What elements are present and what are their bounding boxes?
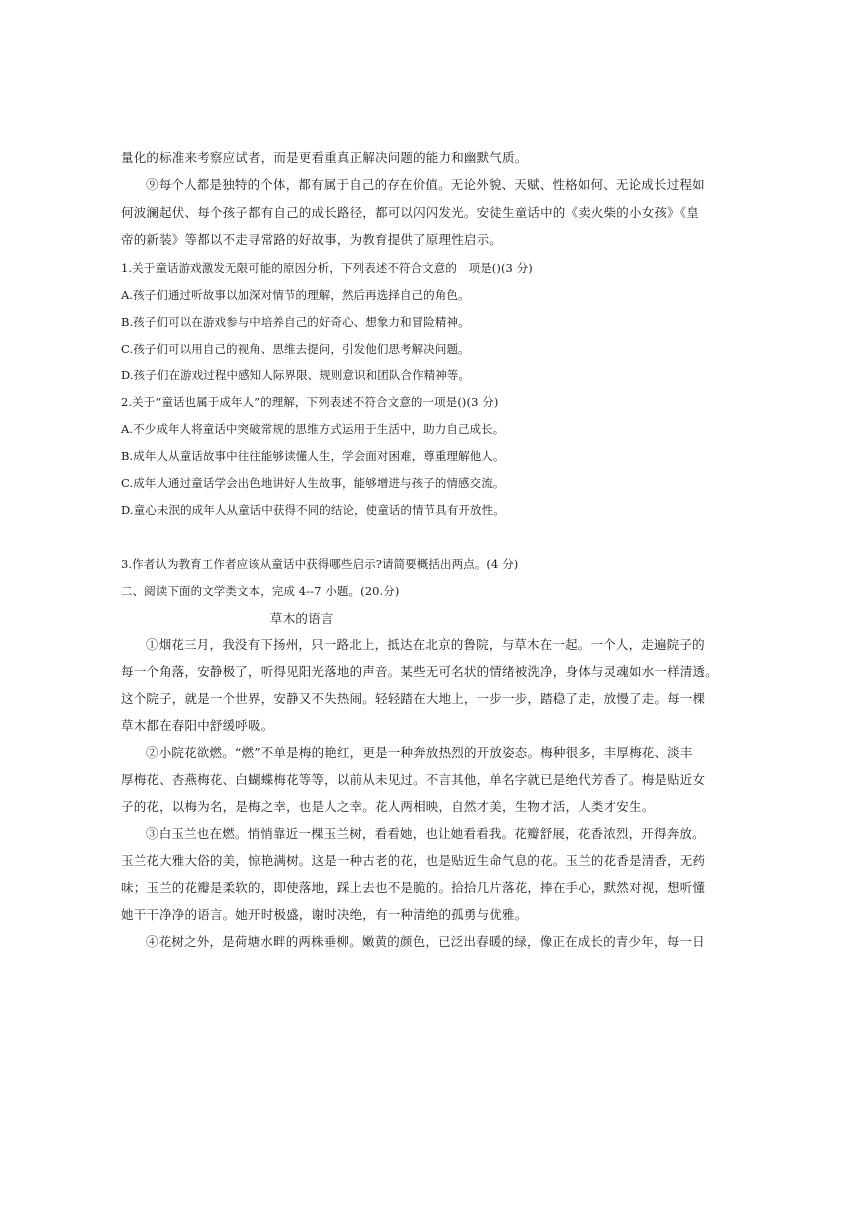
paragraph-line: 每一个角落，安静极了，听得见阳光落地的声音。某些无可名状的情绪被洗净，身体与灵魂如水一样清透。 <box>121 664 718 679</box>
paragraph-line: ④花树之外，是荷塘水畔的两株垂柳。嫩黄的颜色，已泛出春暖的绿，像正在成长的青少年，每一日 <box>146 934 705 949</box>
section-heading: 二、阅读下面的文学类文本，完成 4--7 小题。(20.分) <box>121 584 400 598</box>
paragraph-line: ⑨每个人都是独特的个体，都有属于自己的存在价值。无论外貌、天赋、性格如何、无论成长过程如 <box>146 177 705 192</box>
question-1-option-a: A.孩子们通过听故事以加深对情节的理解，然后再选择自己的角色。 <box>121 288 470 302</box>
paragraph-line: 帝的新装》等都以不走寻常路的好故事，为教育提供了原理性启示。 <box>121 232 503 247</box>
paragraph-line: 草木都在春阳中舒缓呼吸。 <box>121 718 274 733</box>
paragraph-line: ②小院花欲燃。“燃”不单是梅的艳红，更是一种奔放热烈的开放姿态。梅种很多，丰厚梅花、淡丰 <box>146 745 693 760</box>
paragraph-line: 这个院子，就是一个世界，安静又不失热闹。轻轻踏在大地上，一步一步，踏稳了走，放慢了走。每一棵 <box>121 691 706 706</box>
question-1-option-d: D.孩子们在游戏过程中感知人际界限、规则意识和团队合作精神等。 <box>121 368 471 382</box>
question-3-stem: 3.作者认为教育工作者应该从童话中获得哪些启示?请简要概括出两点。(4 分) <box>121 557 519 571</box>
passage-title: 草木的语言 <box>270 611 334 626</box>
paragraph-line: 玉兰花大雅大俗的美，惊艳满树。这是一种古老的花，也是贴近生命气息的花。玉兰的花香是清香，无药 <box>121 853 706 868</box>
paragraph-line: 量化的标准来考察应试者，而是更看重真正解决问题的能力和幽默气质。 <box>121 150 528 165</box>
question-2-option-a: A.不少成年人将童话中突破常规的思维方式运用于生活中，助力自己成长。 <box>121 422 505 436</box>
paragraph-line: 味；玉兰的花瓣是柔软的，即使落地，踩上去也不是脆的。拾拾几片落花，捧在手心，默然对视，想听懂 <box>121 880 706 895</box>
paragraph-line: ③白玉兰也在燃。悄悄靠近一棵玉兰树，看看她，也让她看看我。花瓣舒展，花香浓烈，开得奔放。 <box>146 826 705 841</box>
paragraph-line: ①烟花三月，我没有下扬州，只一路北上，抵达在北京的鲁院，与草木在一起。一个人，走遍院子的 <box>146 637 705 652</box>
paragraph-line: 她干干净净的语言。她开时极盛，谢时决绝，有一种清绝的孤勇与优雅。 <box>121 907 528 922</box>
question-1-option-b: B.孩子们可以在游戏参与中培养自己的好奇心、想象力和冒险精神。 <box>121 315 470 329</box>
paragraph-line: 子的花，以梅为名，是梅之幸，也是人之幸。花人两相映，自然才美，生物才活，人类才安生。 <box>121 799 655 814</box>
question-2-stem: 2.关于“童话也属于成年人”的理解，下列表述不符合文意的一项是()(3 分) <box>121 395 499 409</box>
paragraph-line: 厚梅花、杏燕梅花、白蝴蝶梅花等等，以前从未见过。不言其他，单名字就已是绝代芳香了。梅是贴近女 <box>121 772 706 787</box>
question-2-option-b: B.成年人从童话故事中往往能够读懂人生，学会面对困难，尊重理解他人。 <box>121 449 505 463</box>
question-1-stem: 1.关于童话游戏激发无限可能的原因分析，下列表述不符合文意的 项是()(3 分) <box>121 261 533 275</box>
paragraph-line: 何波澜起伏、每个孩子都有自己的成长路径，都可以闪闪发光。安徒生童话中的《卖火柴的小女孩》《皇 <box>121 205 699 220</box>
question-2-option-d: D.童心未泯的成年人从童话中获得不同的结论，使童话的情节具有开放性。 <box>121 503 505 517</box>
question-2-option-c: C.成年人通过童话学会出色地讲好人生故事，能够增进与孩子的情感交流。 <box>121 476 505 490</box>
question-1-option-c: C.孩子们可以用自己的视角、思维去提问，引发他们思考解决问题。 <box>121 342 470 356</box>
